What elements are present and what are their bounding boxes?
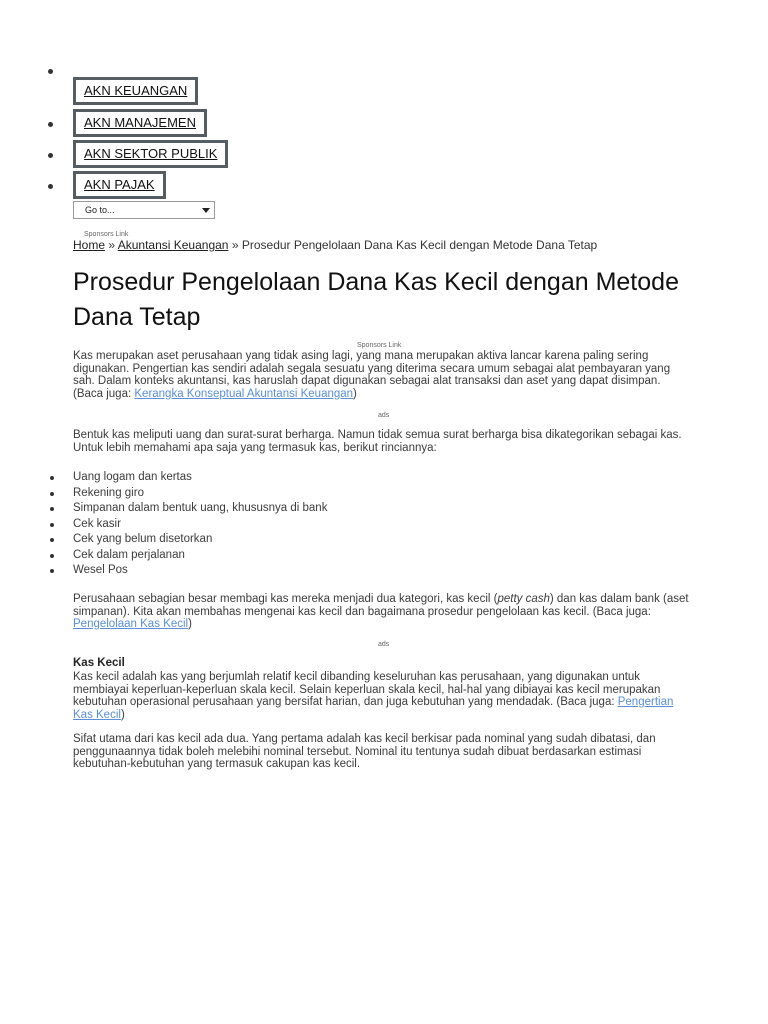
page-title: Prosedur Pengelolaan Dana Kas Kecil dengan Metode Dana Tetap [73,268,679,331]
list-item: Cek yang belum disetorkan [0,532,327,548]
chevron-down-icon [200,204,212,216]
list-bullet [50,492,54,496]
nav-item-label: AKN MANAJEMEN [84,115,196,130]
nav-item-label: AKN KEUANGAN [84,83,188,98]
article-paragraph [73,593,693,631]
sponsors-label: Sponsors Link [84,231,129,238]
nav-akn-pajak-button[interactable] [73,171,166,199]
ads-label: ads [378,412,390,419]
list-bullet [50,554,54,558]
pengertian-kas-kecil-link[interactable]: Pengertian Kas Kecil [73,696,674,721]
list-item: Cek kasir [0,517,327,533]
goto-select-value: Go to... [85,205,115,215]
paragraph-text: ) [188,618,192,630]
nav-bullet [48,184,53,189]
section-heading: Kas Kecil [73,657,125,669]
nav-bullet [48,69,53,74]
breadcrumb-separator: » [108,238,116,252]
breadcrumb-home-link[interactable]: Home [73,238,106,252]
list-item: Wesel Pos [0,563,327,579]
nav-item-label: AKN SEKTOR PUBLIK [84,146,218,161]
breadcrumb-separator: » [231,238,239,252]
paragraph-text: ) dan kas dalam bank (aset simpanan). Kita akan membahas mengenai kas kecil dan bagaimana prosedur pengelolaan kas kecil. (Baca juga: [73,593,689,618]
list-item: Simpanan dalam bentuk uang, khususnya di bank [0,501,327,517]
nav-item-label: AKN PAJAK [84,177,155,192]
paragraph-text: Perusahaan sebagian besar membagi kas mereka menjadi dua kategori, kas kecil ( [73,593,498,605]
breadcrumb-current: Prosedur Pengelolaan Dana Kas Kecil dengan Metode Dana Tetap [241,238,598,252]
article-paragraph [73,350,693,400]
list-bullet [50,523,54,527]
paragraph-text: ) [120,708,125,721]
ads-label: ads [378,641,390,648]
nav-bullet [48,153,53,158]
kas-list [0,470,327,579]
petty-cash-term: petty cash [497,593,550,605]
article-paragraph: Sifat utama dari kas kecil ada dua. Yang pertama adalah kas kecil berkisar pada nominal yang sudah dibatasi, dan penggunaannya tidak boleh melebihi nominal tersebut. Nominal itu tentunya sudah dibuat berdasarkan estimasi kebutuhan-kebutuhan yang termasuk cakupan kas kecil. [73,733,656,770]
list-item: Rekening giro [0,486,327,502]
nav-bullet [48,122,53,127]
breadcrumb-category-link[interactable]: Akuntansi Keuangan [117,238,229,252]
nav-akn-keuangan-button[interactable] [73,77,198,105]
sponsors-label: Sponsors Link [357,342,402,349]
list-bullet [50,507,54,511]
list-bullet [50,569,54,573]
breadcrumb [73,238,597,252]
article-paragraph [73,671,693,721]
list-bullet [50,476,54,480]
nav-akn-sektor-publik-button[interactable] [73,140,228,168]
goto-select[interactable] [73,201,215,219]
pengelolaan-kas-kecil-link[interactable]: Pengelolaan Kas Kecil [73,618,189,630]
list-item: Cek dalam perjalanan [0,548,327,564]
kerangka-konseptual-link[interactable]: Kerangka Konseptual Akuntansi Keuangan [134,387,354,400]
paragraph-text: Kas kecil adalah kas yang berjumlah relatif kecil dibanding keseluruhan kas perusahaan, yang digunakan untuk membiayai keperluan-keperluan skala kecil. Selain keperluan skala kecil, hal-hal yang dibiayai kas kecil merupakan kebutuhan operasional perusahaan yang bersifat harian, dan juga kebutuhan yang mendadak. (Baca juga: [73,671,661,708]
article-paragraph: Bentuk kas meliputi uang dan surat-surat berharga. Namun tidak semua surat berharga bisa dikategorikan sebagai kas. Untuk lebih memahami apa saja yang termasuk kas, berikut rinciannya: [73,429,682,454]
paragraph-text: Kas merupakan aset perusahaan yang tidak asing lagi, yang mana merupakan aktiva lancar karena paling sering digunakan. Pengertian kas sendiri adalah segala sesuatu yang diterima secara umum sebagai alat pembayaran yang sah. Dalam konteks akuntansi, kas haruslah dapat digunakan sebagai alat transaksi dan aset yang dapat disimpan. (Baca juga: [73,350,671,400]
list-bullet [50,538,54,542]
list-item: Uang logam dan kertas [0,470,327,486]
nav-akn-manajemen-button[interactable] [73,109,207,137]
paragraph-text: ) [353,387,357,400]
